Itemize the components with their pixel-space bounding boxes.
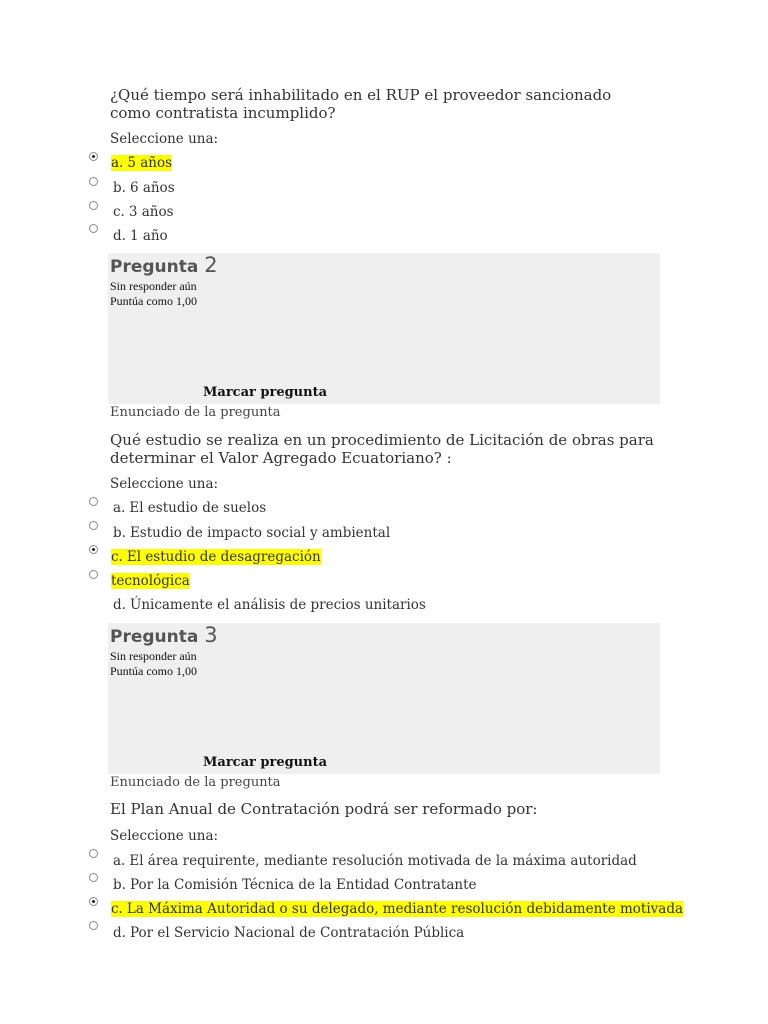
q1-text-line2: como contratista incumplido? [110, 104, 336, 122]
q1-option-c-text: 3 años [128, 204, 174, 220]
q1-option-a-letter: a. [111, 155, 124, 171]
q3-select-label: Seleccione una: [110, 828, 219, 844]
q1-option-b[interactable] [113, 179, 175, 197]
q3-text-line1: El Plan Anual de Contratación podrá ser reformado por: [110, 800, 538, 818]
q3-option-a-letter: a. [113, 853, 126, 869]
q2-option-d-text: Únicamente el análisis de precios unitarios [129, 597, 426, 613]
q2-select-label: Seleccione una: [110, 476, 219, 492]
q3-option-d-text: Por el Servicio Nacional de Contratación Pública [129, 925, 465, 941]
q3-option-c-text: La Máxima Autoridad o su delegado, mediante resolución debidamente motivada [126, 901, 684, 917]
q3-option-b[interactable] [113, 876, 477, 894]
q1-option-a-text: 5 años [127, 155, 173, 171]
q1-radio-c[interactable] [89, 201, 98, 210]
q2-option-a-letter: a. [113, 500, 126, 516]
q2-option-c-text: El estudio de desagregación [126, 549, 321, 565]
q1-option-a[interactable] [111, 154, 172, 172]
q1-text-line1: ¿Qué tiempo será inhabilitado en el RUP el proveedor sancionado [110, 86, 612, 104]
q3-title-label: Pregunta [110, 627, 199, 647]
q3-radio-a[interactable] [89, 849, 98, 858]
q3-radio-c[interactable] [89, 897, 98, 906]
q2-title-number: 2 [204, 253, 218, 277]
q3-radio-b[interactable] [89, 873, 98, 882]
q3-option-d-letter: d. [113, 925, 126, 941]
q3-option-a[interactable] [113, 852, 637, 870]
q1-radio-d[interactable] [89, 224, 98, 233]
q3-option-b-text: Por la Comisión Técnica de la Entidad Contratante [129, 877, 477, 893]
q2-status: Sin responder aún [110, 279, 197, 293]
q1-option-d-letter: d. [113, 228, 126, 244]
q1-option-b-letter: b. [113, 180, 126, 196]
q2-option-c-text-line2: tecnológica [111, 573, 190, 589]
q2-option-d[interactable] [113, 596, 426, 614]
q2-option-c[interactable] [111, 548, 321, 566]
q3-radio-d[interactable] [89, 921, 98, 930]
q3-info-box [108, 623, 660, 774]
q1-radio-b[interactable] [89, 177, 98, 186]
q1-option-b-text: 6 años [129, 180, 175, 196]
q1-option-d[interactable] [113, 227, 168, 245]
q2-option-c-letter: c. [111, 549, 123, 565]
q3-status: Sin responder aún [110, 649, 197, 663]
q2-text-line1: Qué estudio se realiza en un procedimiento de Licitación de obras para [110, 431, 654, 449]
q2-option-a[interactable] [113, 499, 266, 517]
q1-select-label: Seleccione una: [110, 131, 219, 147]
q2-enunciado-label: Enunciado de la pregunta [110, 405, 281, 420]
q3-option-a-text: El área requirente, mediante resolución motivada de la máxima autoridad [129, 853, 637, 869]
q2-option-a-text: El estudio de suelos [129, 500, 267, 516]
q3-option-b-letter: b. [113, 877, 126, 893]
q3-score: Puntúa como 1,00 [110, 664, 197, 678]
q1-option-c-letter: c. [113, 204, 125, 220]
q1-option-c[interactable] [113, 203, 174, 221]
q3-enunciado-label: Enunciado de la pregunta [110, 775, 281, 790]
q3-title-number: 3 [204, 623, 218, 647]
q2-flag-link[interactable]: Marcar pregunta [203, 385, 328, 400]
q3-option-c-letter: c. [111, 901, 123, 917]
q2-radio-b[interactable] [89, 521, 98, 530]
q2-title-label: Pregunta [110, 257, 199, 277]
q2-score: Puntúa como 1,00 [110, 294, 197, 308]
q3-flag-link[interactable]: Marcar pregunta [203, 755, 328, 770]
q2-option-b-text: Estudio de impacto social y ambiental [129, 525, 391, 541]
q2-option-d-letter: d. [113, 597, 126, 613]
q2-option-c-line2 [111, 572, 190, 590]
q2-option-b-letter: b. [113, 525, 126, 541]
q2-radio-a[interactable] [89, 497, 98, 506]
q3-option-c[interactable] [111, 900, 683, 918]
q3-option-d[interactable] [113, 924, 464, 942]
q2-text-line2: determinar el Valor Agregado Ecuatoriano? : [110, 449, 452, 467]
q2-radio-c[interactable] [89, 545, 98, 554]
q1-radio-a[interactable] [89, 152, 98, 161]
q2-info-box [108, 253, 660, 404]
q2-option-b[interactable] [113, 524, 390, 542]
q2-radio-extra[interactable] [89, 570, 98, 579]
q2-title [110, 253, 218, 277]
q3-title [110, 623, 218, 647]
q1-option-d-text: 1 año [129, 228, 168, 244]
